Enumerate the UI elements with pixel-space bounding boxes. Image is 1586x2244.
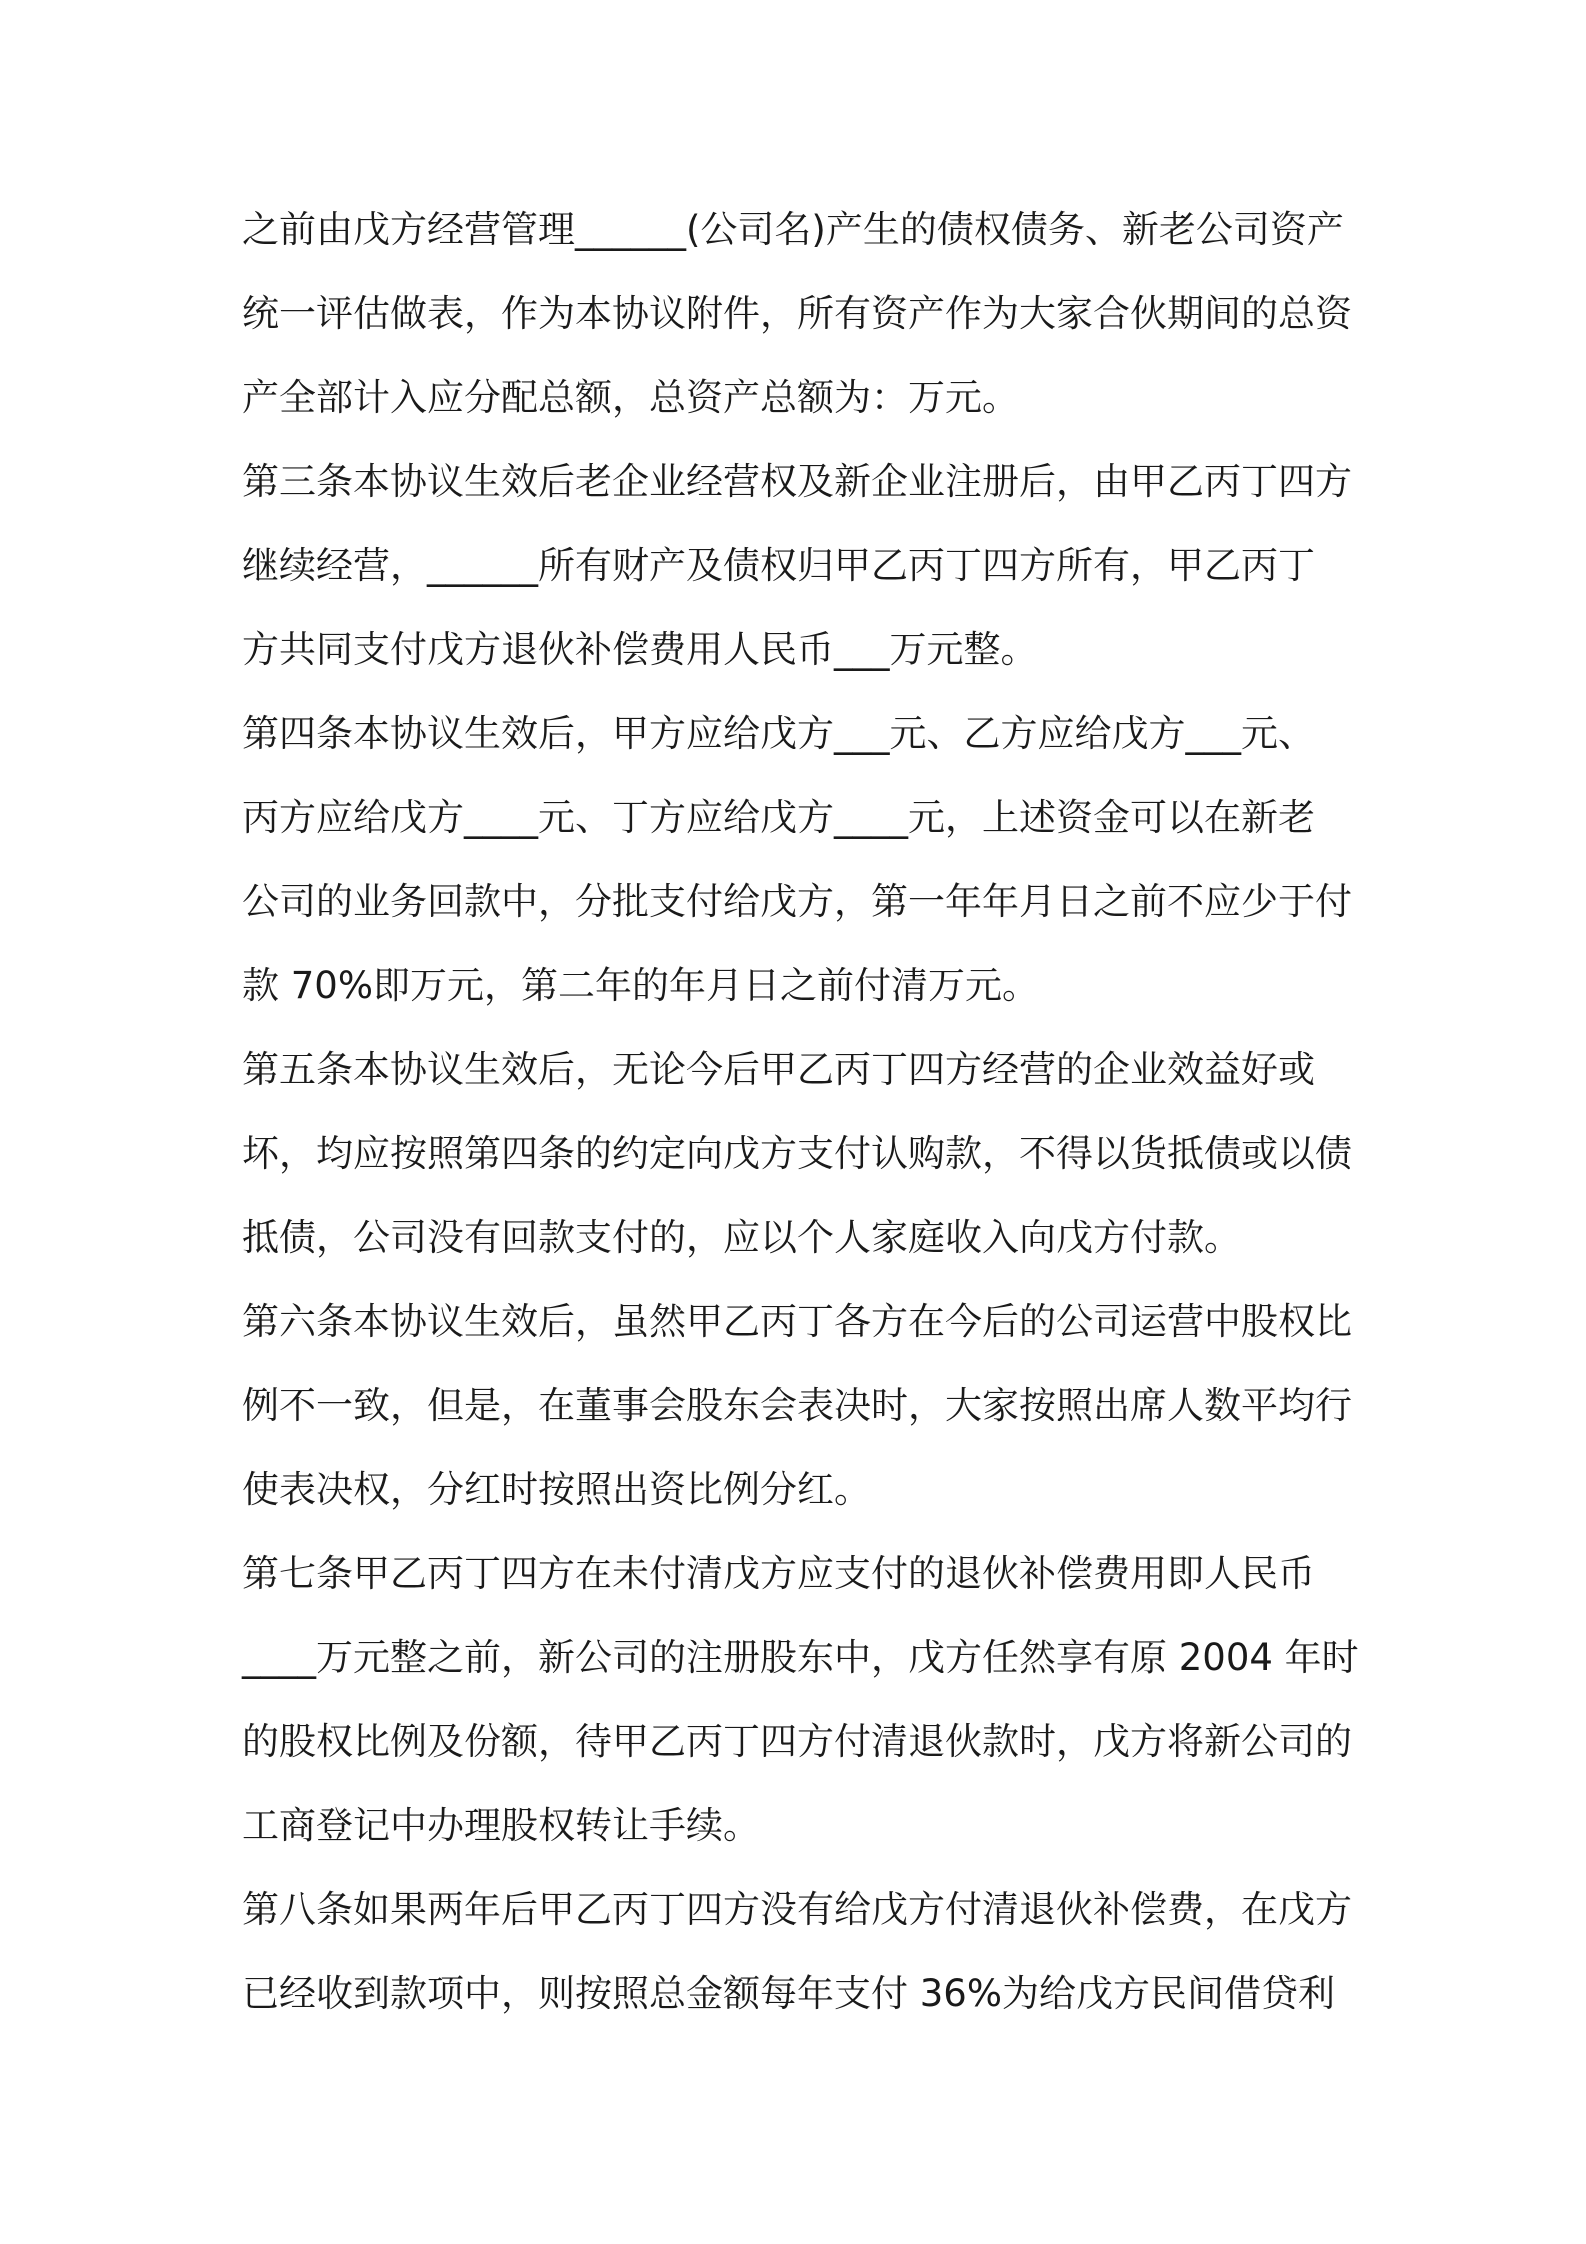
text-line: 款 70%即万元，第二年的年月日之前付清万元。 (242, 964, 1039, 1007)
text-line: 第七条甲乙丙丁四方在未付清戊方应支付的退伙补偿费用即人民币 (242, 1552, 1315, 1595)
text-line: 坏，均应按照第四条的约定向戊方支付认购款，不得以货抵债或以债 (242, 1132, 1352, 1175)
text-line: ____万元整之前，新公司的注册股东中，戊方任然享有原 2004 年时 (242, 1636, 1359, 1679)
text-line: 第五条本协议生效后，无论今后甲乙丙丁四方经营的企业效益好或 (242, 1048, 1315, 1091)
text-line: 公司的业务回款中，分批支付给戊方，第一年年月日之前不应少于付 (242, 880, 1352, 923)
text-line: 使表决权，分红时按照出资比例分红。 (242, 1468, 871, 1511)
text-line: 已经收到款项中，则按照总金额每年支付 36%为给戊方民间借贷利 (242, 1972, 1335, 2015)
text-line: 第八条如果两年后甲乙丙丁四方没有给戊方付清退伙补偿费，在戊方 (242, 1888, 1352, 1931)
text-line: 丙方应给戊方____元、丁方应给戊方____元，上述资金可以在新老 (242, 796, 1315, 839)
text-line: 第四条本协议生效后，甲方应给戊方___元、乙方应给戊方___元、 (242, 712, 1315, 755)
text-line: 之前由戊方经营管理______(公司名)产生的债权债务、新老公司资产 (242, 208, 1344, 251)
text-line: 第三条本协议生效后老企业经营权及新企业注册后，由甲乙丙丁四方 (242, 460, 1352, 503)
text-line: 统一评估做表，作为本协议附件，所有资产作为大家合伙期间的总资 (242, 292, 1352, 335)
text-line: 例不一致，但是，在董事会股东会表决时，大家按照出席人数平均行 (242, 1384, 1352, 1427)
text-line: 工商登记中办理股权转让手续。 (242, 1804, 760, 1847)
text-line: 产全部计入应分配总额，总资产总额为：万元。 (242, 376, 1019, 419)
text-line: 方共同支付戊方退伙补偿费用人民币___万元整。 (242, 628, 1038, 671)
text-line: 第六条本协议生效后，虽然甲乙丙丁各方在今后的公司运营中股权比 (242, 1300, 1352, 1343)
text-line: 的股权比例及份额，待甲乙丙丁四方付清退伙款时，戊方将新公司的 (242, 1720, 1352, 1763)
document-body (242, 200, 1359, 2048)
text-line: 抵债，公司没有回款支付的，应以个人家庭收入向戊方付款。 (242, 1216, 1241, 1259)
text-line: 继续经营，______所有财产及债权归甲乙丙丁四方所有，甲乙丙丁 (242, 544, 1315, 587)
